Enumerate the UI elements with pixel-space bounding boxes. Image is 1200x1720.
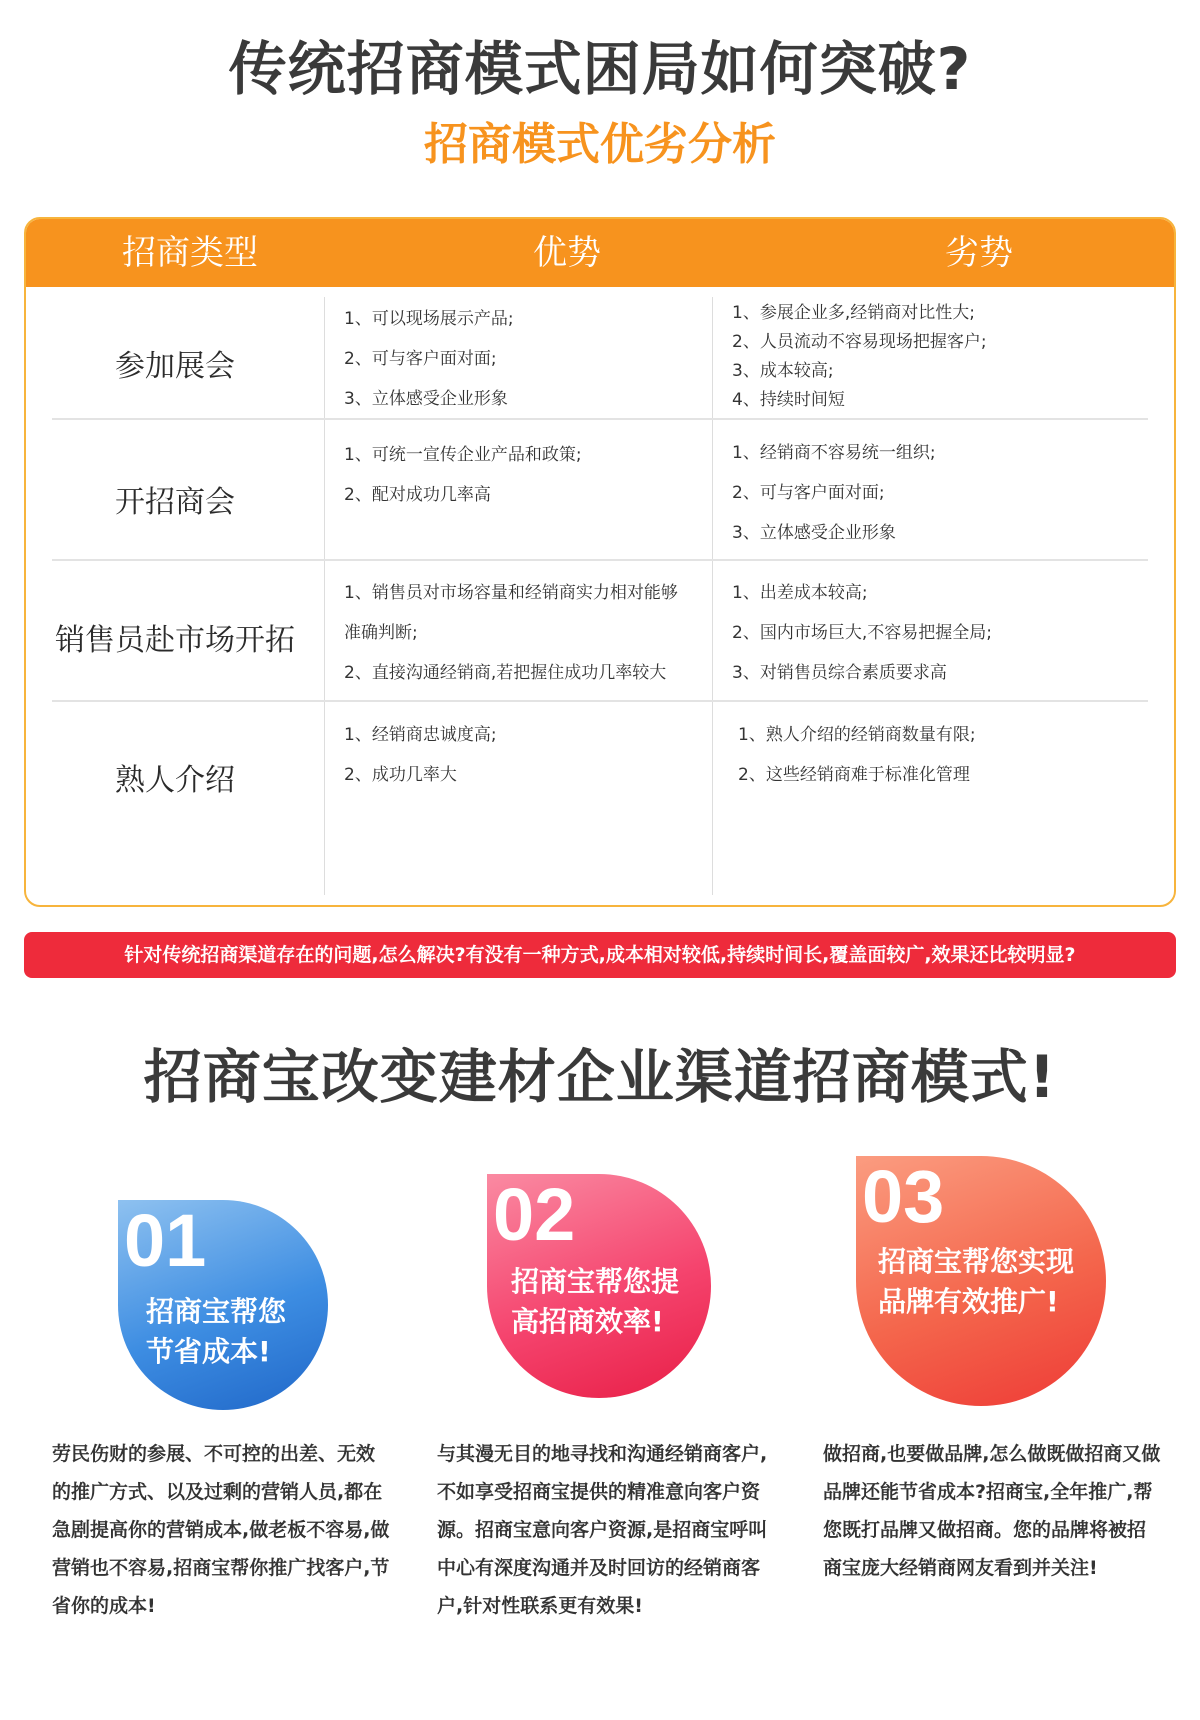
list-item: 3、对销售员综合素质要求高 (732, 663, 947, 683)
advantages-list (344, 435, 582, 515)
list-item: 1、可以现场展示产品; (344, 309, 514, 329)
feature-headline-line: 招商宝帮您提 (511, 1265, 680, 1298)
list-item: 1、经销商忠诚度高; (344, 725, 497, 745)
row-type-salesforce: 销售员赴市场开拓 (55, 623, 295, 658)
list-item: 4、持续时间短 (732, 390, 845, 410)
feature-headline (511, 1262, 679, 1342)
list-item: 1、销售员对市场容量和经销商实力相对能够 (344, 583, 678, 603)
row-divider (52, 418, 1148, 420)
row-type-referral: 熟人介绍 (115, 763, 235, 798)
disadvantages-list (732, 433, 936, 553)
section-title: 招商宝改变建材企业渠道招商模式! (143, 1043, 1057, 1111)
feature-number: 03 (862, 1156, 945, 1238)
feature-description: 与其漫无目的地寻找和沟通经销商客户,不如享受招商宝提供的精准意向客户资源。招商宝意向客户资源,是招商宝呼叫中心有深度沟通并及时回访的经销商客户,针对性联系更有效果! (437, 1443, 768, 1617)
disadvantages-list (738, 715, 976, 795)
header-disadvantages: 劣势 (945, 233, 1013, 273)
list-item: 2、人员流动不容易现场把握客户; (732, 332, 987, 352)
feature-headline (146, 1292, 286, 1372)
feature-number: 01 (124, 1200, 207, 1282)
feature-headline-line: 节省成本! (146, 1335, 271, 1368)
column-divider (712, 297, 713, 895)
row-divider (52, 700, 1148, 702)
header-advantages: 优势 (533, 233, 601, 273)
feature-headline (878, 1242, 1074, 1322)
page-title: 传统招商模式困局如何突破? (228, 35, 972, 103)
list-item: 3、立体感受企业形象 (732, 523, 896, 543)
feature-headline-line: 招商宝帮您 (146, 1295, 287, 1328)
list-item: 1、出差成本较高; (732, 583, 868, 603)
list-item: 2、可与客户面对面; (344, 349, 497, 369)
list-item: 3、立体感受企业形象 (344, 389, 508, 409)
table-header (26, 219, 1174, 287)
feature-badge-02 (487, 1174, 711, 1398)
list-item: 2、成功几率大 (344, 765, 457, 785)
list-item: 1、可统一宣传企业产品和政策; (344, 445, 582, 465)
row-divider (52, 559, 1148, 561)
feature-description: 劳民伤财的参展、不可控的出差、无效的推广方式、以及过剩的营销人员,都在急剧提高你的营销成本,做老板不容易,做营销也不容易,招商宝帮你推广找客户,节省你的成本! (52, 1443, 390, 1617)
comparison-table (24, 217, 1176, 907)
list-item: 2、配对成功几率高 (344, 485, 491, 505)
notice-banner: 针对传统招商渠道存在的问题,怎么解决?有没有一种方式,成本相对较低,持续时间长,覆盖面较广,效果还比较明显? (24, 932, 1176, 978)
feature-headline-line: 招商宝帮您实现 (878, 1245, 1075, 1278)
advantages-list (344, 715, 497, 795)
row-type-exhibition: 参加展会 (115, 349, 235, 384)
list-item: 1、熟人介绍的经销商数量有限; (738, 725, 976, 745)
page-subtitle: 招商模式优劣分析 (424, 119, 776, 170)
header-type: 招商类型 (122, 233, 258, 273)
list-item: 1、参展企业多,经销商对比性大; (732, 303, 975, 323)
feature-badge-03 (856, 1156, 1106, 1406)
list-item: 准确判断; (344, 623, 418, 643)
feature-description: 做招商,也要做品牌,怎么做既做招商又做品牌还能节省成本?招商宝,全年推广,帮您既打品牌又做招商。您的品牌将被招商宝庞大经销商网友看到并关注! (823, 1443, 1161, 1579)
advantages-list (344, 573, 678, 693)
disadvantages-list (732, 299, 987, 415)
row-type-conference: 开招商会 (115, 485, 235, 520)
column-divider (324, 297, 325, 895)
list-item: 2、可与客户面对面; (732, 483, 885, 503)
list-item: 2、国内市场巨大,不容易把握全局; (732, 623, 992, 643)
list-item: 2、直接沟通经销商,若把握住成功几率较大 (344, 663, 667, 683)
disadvantages-list (732, 573, 992, 693)
advantages-list (344, 299, 514, 419)
list-item: 3、成本较高; (732, 361, 834, 381)
list-item: 1、经销商不容易统一组织; (732, 443, 936, 463)
feature-badge-01 (118, 1200, 328, 1410)
list-item: 2、这些经销商难于标准化管理 (738, 765, 970, 785)
feature-headline-line: 品牌有效推广! (878, 1285, 1059, 1318)
feature-headline-line: 高招商效率! (511, 1305, 664, 1338)
feature-number: 02 (493, 1174, 576, 1256)
